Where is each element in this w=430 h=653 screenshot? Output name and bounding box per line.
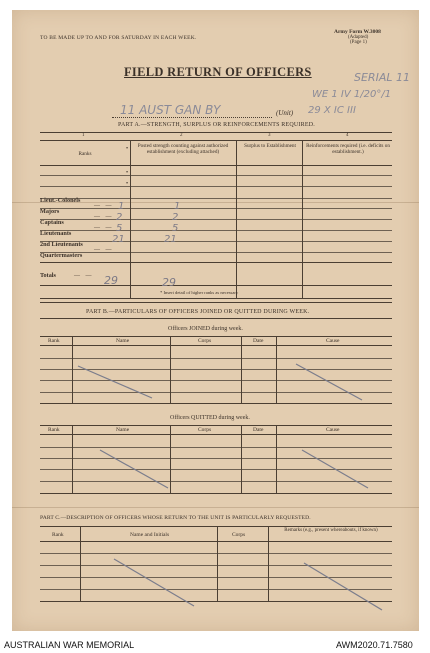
- quitted-col-cause: Cause: [326, 427, 340, 433]
- handwritten-serial: SERIAL 11: [354, 71, 410, 84]
- strike-joined-left: [78, 366, 152, 398]
- partc-col-name: Name and Initials: [130, 532, 170, 538]
- part-c-title: PART C.—DESCRIPTION OF OFFICERS WHOSE RETURN TO THE UNIT IS PARTICULARLY REQUESTED.: [40, 515, 311, 521]
- rank-captains: Captains: [40, 219, 64, 226]
- rank-lieut-colonels: Lieut.-Colonels: [40, 197, 81, 204]
- partc-col-rank: Rank: [52, 532, 64, 538]
- part-a-title: PART A.—STRENGTH, SURPLUS OR REINFORCEMENTS REQUIRED.: [118, 122, 315, 128]
- army-form-number: Army Form W.3008: [334, 29, 381, 35]
- col-number-2: 2: [180, 133, 183, 138]
- col-header-ranks: Ranks: [78, 151, 92, 157]
- footer-credit: AUSTRALIAN WAR MEMORIAL: [4, 640, 135, 650]
- rank-mark-captains: 5: [116, 223, 123, 234]
- rank-lieutenants: Lieutenants: [40, 230, 72, 237]
- joined-col-rank: Rank: [48, 338, 60, 344]
- totals-posted: 29: [162, 276, 176, 289]
- quitted-title: Officers QUITTED during week.: [170, 415, 250, 421]
- quitted-col-date: Date: [253, 427, 264, 433]
- strike-quitted-left: [100, 450, 168, 488]
- quitted-col-corps: Corps: [198, 427, 212, 433]
- part-b-title: PART B.—PARTICULARS OF OFFICERS JOINED OR QUITTED DURING WEEK.: [86, 309, 310, 315]
- totals-label: Totals: [40, 272, 56, 279]
- rank-2nd-lieutenants: 2nd Lieutenants: [40, 241, 83, 248]
- partc-col-corps: Corps: [232, 532, 246, 538]
- strike-partc-left: [114, 559, 194, 606]
- rank-quartermasters: Quartermasters: [40, 252, 83, 259]
- rank-mark-lieut-colonels: 1: [118, 201, 125, 212]
- strike-quitted-right: [302, 450, 368, 488]
- joined-col-date: Date: [253, 338, 264, 344]
- form-instruction: TO BE MADE UP TO AND FOR SATURDAY IN EACH WEEK.: [40, 35, 197, 41]
- pencil-strike-marks: [12, 10, 419, 631]
- footer-accession: AWM2020.71.7580: [336, 640, 413, 650]
- posted-captains: 5: [172, 223, 179, 234]
- rank-mark-lieutenants: 21: [112, 234, 125, 245]
- col-header-posted: Posted strength counting against authorized establishment (excluding attached): [137, 143, 229, 155]
- totals-mark: 29: [104, 274, 118, 287]
- document-sheet: TO BE MADE UP TO AND FOR SATURDAY IN EACH WEEK. Army Form W.3008 (Adapted) (Page 1) FIELD RETURN OF OFFICERS SERIAL 11 WE 1 IV 1/20°/1 29 X IC III 11 AUST GAN BY (Unit) PART A.—STRENGTH, SURPLUS OR REINFORCEMENTS REQUIRED. 1 2 3 4 Ranks Posted strength counting against authorized establishment (excluding attached) Surplus to Establishment Reinforcements required (i.e. deficits on establishment.) • • • Lieut.-Colonels Majors Captains Lieutenants 2nd Lieutenants Quartermasters — — — — — — — — 1 2 5 21 1 2 5 21 Totals — — 29 29 * Insert detail of higher ranks as necessary PART B.—PARTICULARS OF OFFICERS JOINED OR QUITTED DURING WEEK. Officers JOINED during week. Rank Name Corps Date Cause Officers QUITTED during week. Rank Name Corps Date Cause PART C.—DESCRIPTION OF OFFICERS WHOSE RETURN TO THE UNIT IS PARTICULARLY REQUESTED. Rank Name and Initials Corps Remarks (e.g., present whereabouts, if known): [12, 10, 419, 631]
- rank-mark-majors: 2: [116, 212, 123, 223]
- joined-col-cause: Cause: [326, 338, 340, 344]
- footnote: * Insert detail of higher ranks as necessary: [160, 290, 239, 295]
- quitted-col-rank: Rank: [48, 427, 60, 433]
- strike-partc-right: [304, 563, 382, 610]
- partc-col-remarks: Remarks (e.g., present whereabouts, if known): [284, 528, 378, 533]
- handwritten-date: 29 X IC III: [308, 105, 356, 116]
- form-page: (Page 1): [350, 40, 367, 45]
- handwritten-unit: 11 AUST GAN BY: [120, 103, 221, 117]
- rank-majors: Majors: [40, 208, 60, 215]
- unit-label: (Unit): [276, 109, 294, 117]
- posted-2nd-lieutenants: 21: [164, 234, 177, 245]
- form-adapted: (Adapted): [348, 35, 369, 40]
- joined-title: Officers JOINED during week.: [168, 326, 243, 332]
- strike-joined-right: [296, 364, 362, 400]
- col-number-1: 1: [82, 133, 85, 138]
- col-number-3: 3: [268, 133, 271, 138]
- handwritten-week: WE 1 IV 1/20°/1: [312, 89, 392, 100]
- col-header-surplus: Surplus to Establishment: [244, 143, 296, 149]
- posted-majors: 2: [172, 212, 179, 223]
- quitted-col-name: Name: [116, 427, 130, 433]
- joined-col-name: Name: [116, 338, 130, 344]
- col-header-reinforcements: Reinforcements required (i.e. deficits on establishment.): [306, 143, 390, 155]
- form-title: FIELD RETURN OF OFFICERS: [124, 65, 312, 79]
- col-number-4: 4: [346, 133, 349, 138]
- joined-col-corps: Corps: [198, 338, 212, 344]
- posted-lieut-colonels: 1: [174, 201, 181, 212]
